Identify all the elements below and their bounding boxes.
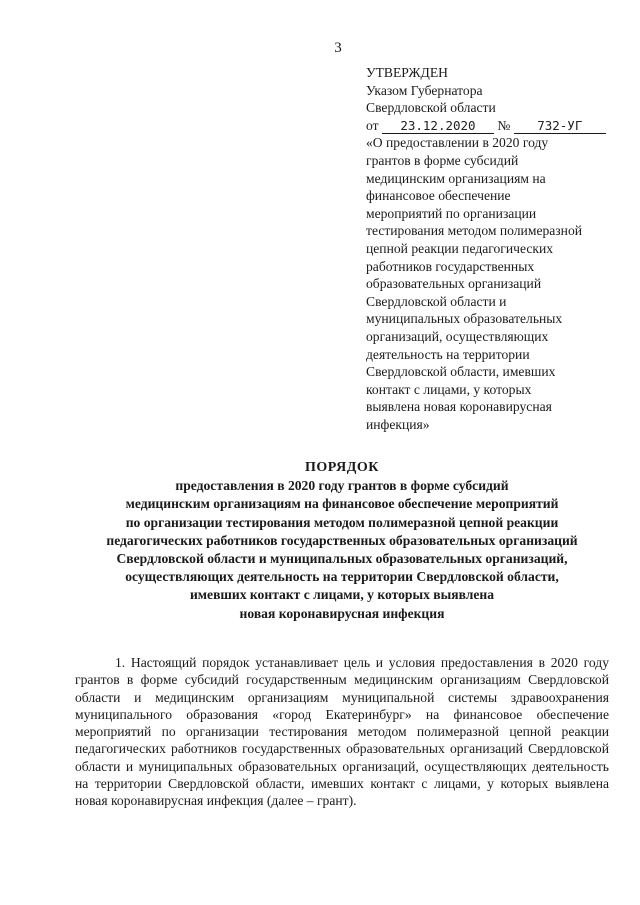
document-heading bbox=[60, 459, 624, 623]
reference-line: мероприятий по организации bbox=[366, 205, 537, 221]
reference-line: цепной реакции педагогических bbox=[366, 240, 554, 256]
reference-line: грантов в форме субсидий bbox=[366, 152, 519, 168]
reference-line: финансовое обеспечение bbox=[366, 188, 511, 204]
reference-line: Свердловской области и bbox=[366, 293, 507, 309]
reference-line: работников государственных bbox=[366, 258, 535, 274]
reference-line: организаций, осуществляющих bbox=[366, 328, 549, 344]
heading-line: новая коронавирусная инфекция bbox=[239, 605, 445, 621]
reference-line: образовательных организаций bbox=[366, 276, 542, 292]
from-label: от bbox=[366, 117, 379, 133]
reference-line: деятельность на территории bbox=[366, 346, 530, 362]
reference-line: инфекция» bbox=[366, 416, 430, 432]
heading-line: предоставления в 2020 году грантов в форме субсидий bbox=[175, 478, 509, 494]
reference-line: Свердловской области, имевших bbox=[366, 364, 556, 380]
paragraph-1: 1. Настоящий порядок устанавливает цель и условия предоставления в 2020 году грантов в форме субсидий государственным медицинским организациям Свердловской области и медицинским организациям муниципальной системы здравоохранения муниципального образования «город Екатеринбург» на финансовое обеспечение мероприятий по организации тестирования методом полимеразной цепной реакции педагогических работников государственных образовательных организаций Свердловской области и муниципальных образовательных организаций, осуществляющих деятельность на территории Свердловской области, имевших контакт с лицами, у которых выявлена новая коронавирусная инфекция (далее – грант). bbox=[75, 655, 609, 809]
approval-date-line bbox=[366, 117, 616, 135]
approval-block bbox=[366, 64, 616, 433]
reference-line: выявлена новая коронавирусная bbox=[366, 399, 552, 415]
page-number: 3 bbox=[334, 40, 342, 56]
decree-reference bbox=[366, 134, 591, 433]
heading-line: Свердловской области и муниципальных образовательных организаций, bbox=[116, 551, 568, 567]
approval-title: УТВЕРЖДЕН bbox=[366, 65, 448, 80]
heading-line: имевших контакт с лицами, у которых выявлена bbox=[189, 587, 495, 603]
approval-line-region: Свердловской области bbox=[366, 100, 496, 116]
heading-title: ПОРЯДОК bbox=[305, 460, 379, 475]
heading-line: педагогических работников государственных образовательных организаций bbox=[106, 532, 578, 548]
heading-line: по организации тестирования методом полимеразной цепной реакции bbox=[125, 514, 559, 530]
reference-line: медицинским организациям на bbox=[366, 170, 546, 186]
reference-line: «О предоставлении в 2020 году bbox=[366, 135, 549, 151]
reference-line: муниципальных образовательных bbox=[366, 311, 563, 327]
approval-line-decree: Указом Губернатора bbox=[366, 82, 483, 98]
decree-date: 23.12.2020 bbox=[382, 118, 494, 134]
heading-line: осуществляющих деятельность на территории Свердловской области, bbox=[125, 569, 559, 585]
reference-line: контакт с лицами, у которых bbox=[366, 381, 532, 397]
number-label: № bbox=[497, 117, 511, 133]
reference-line: тестирования методом полимеразной bbox=[366, 223, 583, 239]
heading-line: медицинским организациям на финансовое обеспечение мероприятий bbox=[125, 496, 559, 512]
decree-number: 732-УГ bbox=[514, 118, 606, 134]
